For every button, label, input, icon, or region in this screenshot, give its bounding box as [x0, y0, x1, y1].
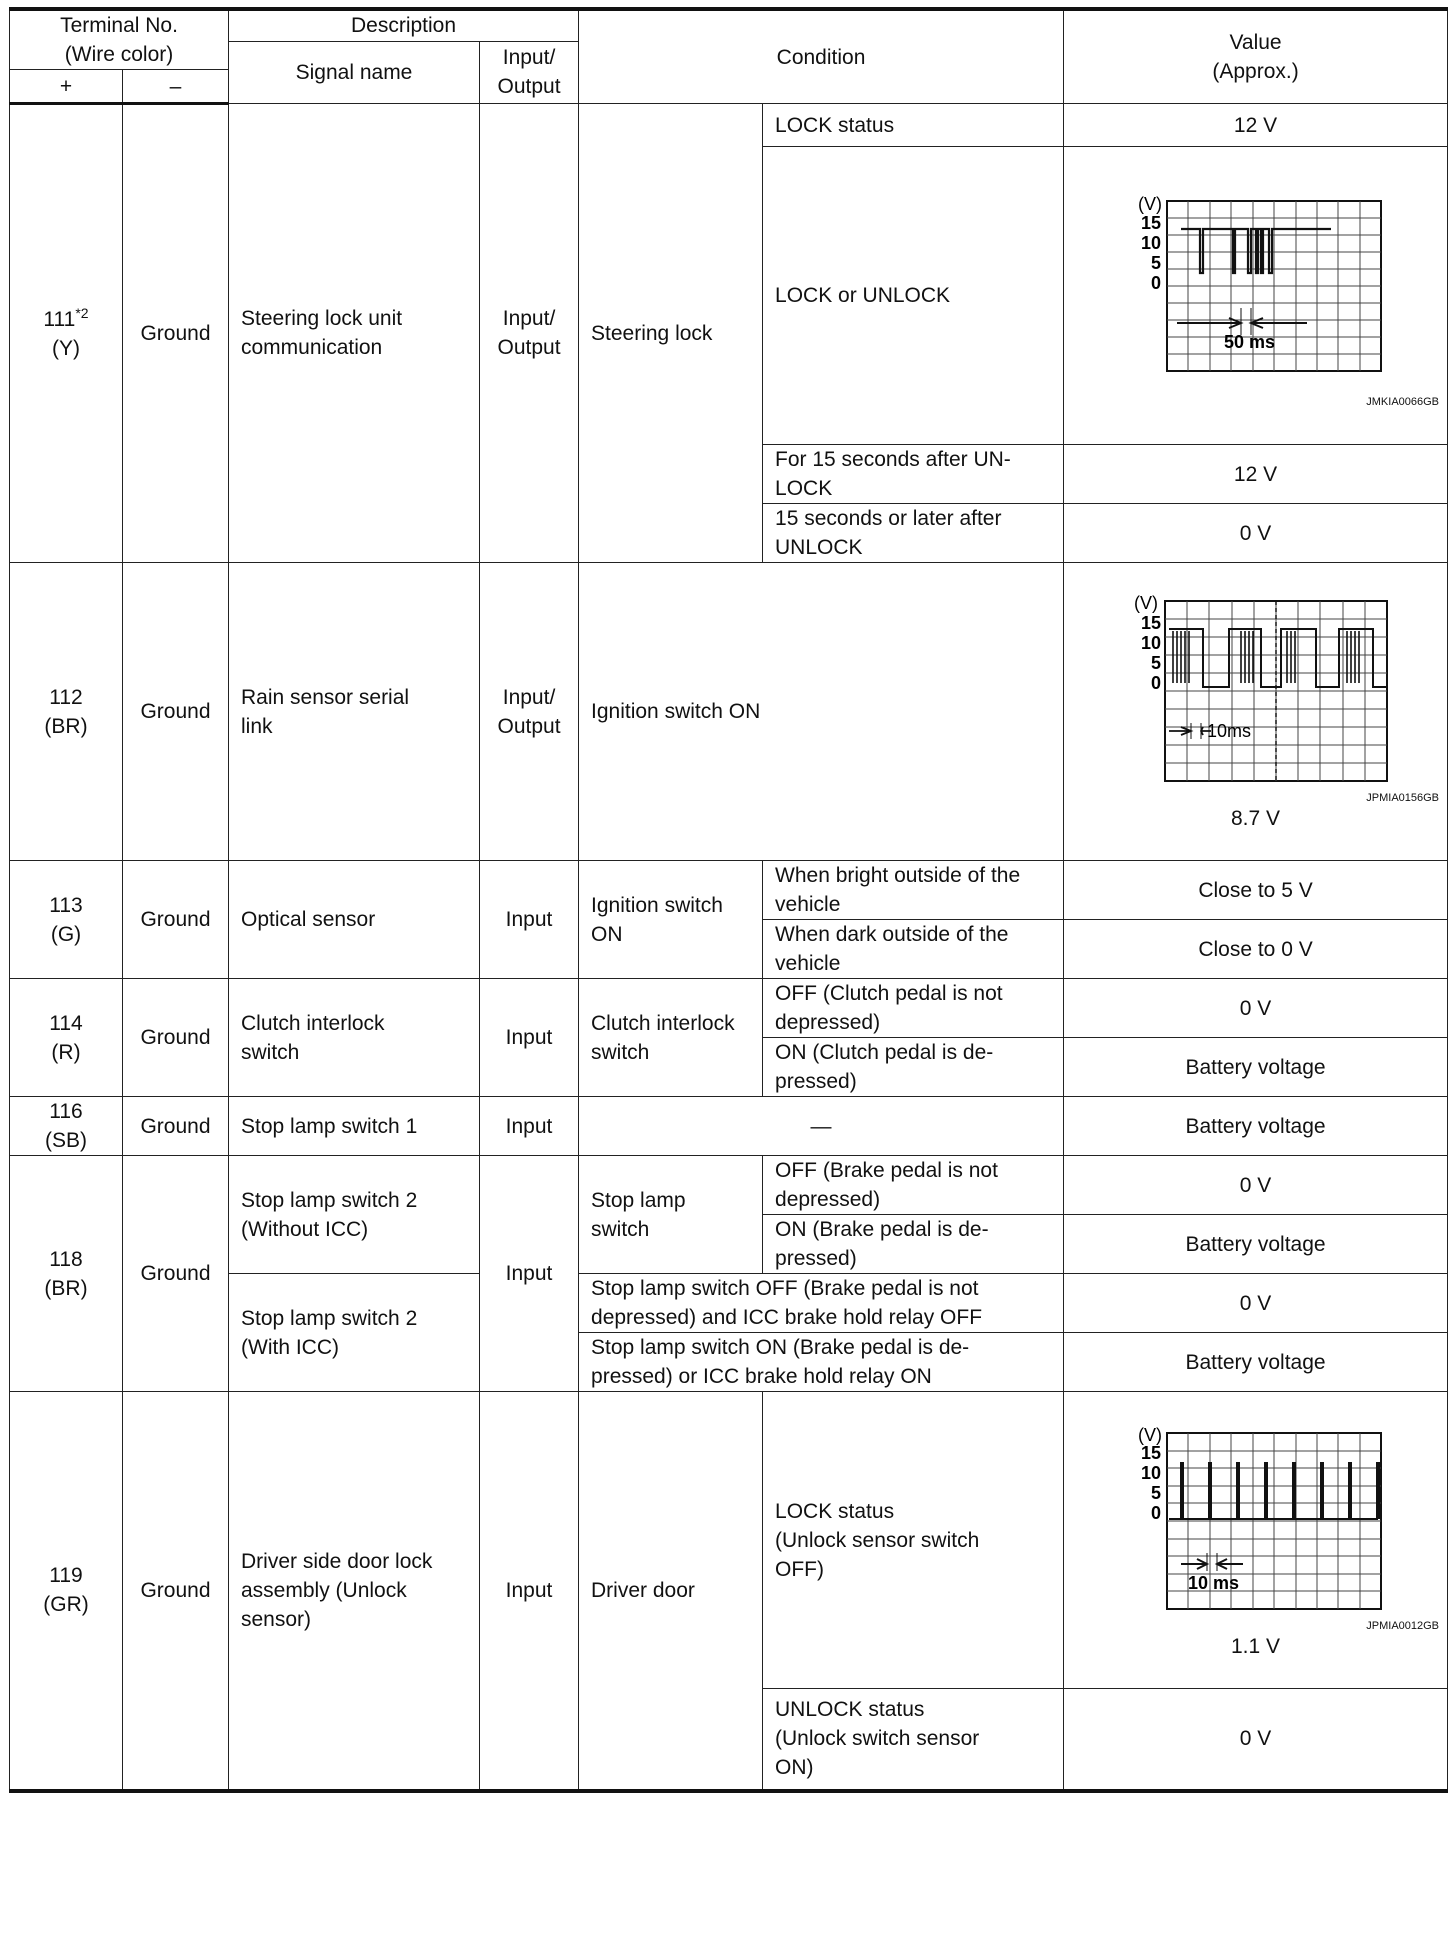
input-output: Input — [480, 1156, 579, 1392]
sub-condition: LOCK status (Unlock sensor switch OFF) — [763, 1392, 1064, 1689]
waveform-cell — [1064, 563, 1448, 861]
value: 0 V — [1064, 1689, 1448, 1791]
tick-label: 10 — [1140, 232, 1161, 253]
condition: Ignition switch ON — [579, 563, 1064, 861]
signal-name: Driver side door lock assembly (Unlock sensor) — [229, 1392, 480, 1791]
signal-name: Stop lamp switch 2 (With ICC) — [229, 1274, 480, 1392]
header-terminal-no: Terminal No. (Wire color) — [10, 9, 229, 70]
value: 0 V — [1064, 1156, 1448, 1215]
terminal-119: 119 (GR) — [10, 1392, 123, 1791]
sub-condition: LOCK status — [763, 104, 1064, 147]
value: Close to 0 V — [1064, 920, 1448, 979]
tick-label: 10 — [1140, 1463, 1161, 1483]
header-value: Value (Approx.) — [1064, 9, 1448, 104]
table-row — [10, 1097, 1448, 1156]
terminal-113: 113 (G) — [10, 861, 123, 979]
value: Battery voltage — [1064, 1097, 1448, 1156]
waveform-119 — [1111, 1419, 1401, 1619]
time-label: 10ms — [1206, 720, 1251, 741]
ground-label: Ground — [123, 1097, 229, 1156]
table-row — [10, 861, 1448, 920]
time-label: 50 ms — [1223, 331, 1275, 352]
table-row — [10, 1156, 1448, 1215]
waveform-111 — [1111, 183, 1401, 395]
sub-condition: LOCK or UNLOCK — [763, 147, 1064, 445]
condition: Clutch interlock switch — [579, 979, 763, 1097]
input-output: Input — [480, 861, 579, 979]
value: 0 V — [1064, 504, 1448, 563]
figure-code: JPMIA0156GB — [1366, 791, 1440, 804]
table-row — [10, 563, 1448, 861]
ground-label: Ground — [123, 861, 229, 979]
terminal-112: 112 (BR) — [10, 563, 123, 861]
tick-label: 0 — [1150, 672, 1161, 693]
input-output: Input — [480, 1392, 579, 1791]
terminal-table-container — [9, 7, 1447, 1793]
sub-condition: ON (Brake pedal is de- pressed) — [763, 1215, 1064, 1274]
sub-condition: OFF (Brake pedal is not depressed) — [763, 1156, 1064, 1215]
sub-condition: ON (Clutch pedal is de- pressed) — [763, 1038, 1064, 1097]
unit-label: (V) — [1137, 1425, 1162, 1445]
header-condition: Condition — [579, 9, 1064, 104]
waveform-cell — [1064, 1392, 1448, 1689]
unit-label: (V) — [1133, 592, 1158, 613]
tick-label: 15 — [1140, 1443, 1161, 1463]
table-row — [10, 979, 1448, 1038]
input-output: Input — [480, 1097, 579, 1156]
value: 8.7 V — [1231, 806, 1281, 830]
value: 1.1 V — [1231, 1635, 1281, 1658]
table-row — [10, 1392, 1448, 1689]
input-output: Input/ Output — [480, 563, 579, 861]
condition: Driver door — [579, 1392, 763, 1791]
sub-condition: Stop lamp switch ON (Brake pedal is de- pressed) or ICC brake hold relay ON — [579, 1333, 1064, 1392]
value: 0 V — [1064, 1274, 1448, 1333]
condition: Ignition switch ON — [579, 861, 763, 979]
unit-label: (V) — [1137, 193, 1162, 214]
header-plus: + — [10, 70, 123, 104]
tick-label: 0 — [1150, 272, 1161, 293]
input-output: Input/ Output — [480, 104, 579, 563]
signal-name: Clutch interlock switch — [229, 979, 480, 1097]
header-signal-name: Signal name — [229, 41, 480, 104]
value: 0 V — [1064, 979, 1448, 1038]
tick-label: 10 — [1140, 632, 1161, 653]
tick-label: 5 — [1150, 252, 1161, 273]
waveform-112 — [1111, 591, 1401, 791]
sub-condition: For 15 seconds after UN- LOCK — [763, 445, 1064, 504]
table-row — [10, 104, 1448, 147]
tick-label: 0 — [1150, 1503, 1161, 1523]
header-input-output: Input/ Output — [480, 41, 579, 104]
ground-label: Ground — [123, 104, 229, 563]
tick-label: 15 — [1140, 612, 1161, 633]
header-minus: – — [123, 70, 229, 104]
header-description: Description — [229, 9, 579, 41]
ground-label: Ground — [123, 979, 229, 1097]
tick-label: 5 — [1150, 652, 1161, 673]
tick-label: 15 — [1140, 212, 1161, 233]
condition: — — [579, 1097, 1064, 1156]
sub-condition: When bright outside of the vehicle — [763, 861, 1064, 920]
value: 12 V — [1064, 104, 1448, 147]
sub-condition: OFF (Clutch pedal is not depressed) — [763, 979, 1064, 1038]
value: Battery voltage — [1064, 1215, 1448, 1274]
signal-name: Stop lamp switch 2 (Without ICC) — [229, 1156, 480, 1274]
terminal-118: 118 (BR) — [10, 1156, 123, 1392]
value: Close to 5 V — [1064, 861, 1448, 920]
signal-name: Optical sensor — [229, 861, 480, 979]
signal-name: Rain sensor serial link — [229, 563, 480, 861]
condition: Steering lock — [579, 104, 763, 563]
input-output: Input — [480, 979, 579, 1097]
tick-label: 5 — [1150, 1483, 1161, 1503]
sub-condition: UNLOCK status (Unlock switch sensor ON) — [763, 1689, 1064, 1791]
terminal-114: 114 (R) — [10, 979, 123, 1097]
sub-condition: Stop lamp switch OFF (Brake pedal is not depressed) and ICC brake hold relay OFF — [579, 1274, 1064, 1333]
figure-code: JMKIA0066GB — [1366, 395, 1440, 408]
ground-label: Ground — [123, 563, 229, 861]
terminal-table — [9, 7, 1448, 1793]
value: Battery voltage — [1064, 1038, 1448, 1097]
signal-name: Steering lock unit communication — [229, 104, 480, 563]
ground-label: Ground — [123, 1156, 229, 1392]
waveform-cell — [1064, 147, 1448, 445]
sub-condition: 15 seconds or later after UNLOCK — [763, 504, 1064, 563]
condition: Stop lamp switch — [579, 1156, 763, 1274]
terminal-111: 111$^{*2}$ (Y) — [10, 104, 123, 563]
value: 12 V — [1064, 445, 1448, 504]
time-label: 10 ms — [1187, 1573, 1239, 1593]
value: Battery voltage — [1064, 1333, 1448, 1392]
sub-condition: When dark outside of the vehicle — [763, 920, 1064, 979]
ground-label: Ground — [123, 1392, 229, 1791]
figure-code: JPMIA0012GB — [1366, 1620, 1440, 1632]
terminal-116: 116 (SB) — [10, 1097, 123, 1156]
signal-name: Stop lamp switch 1 — [229, 1097, 480, 1156]
